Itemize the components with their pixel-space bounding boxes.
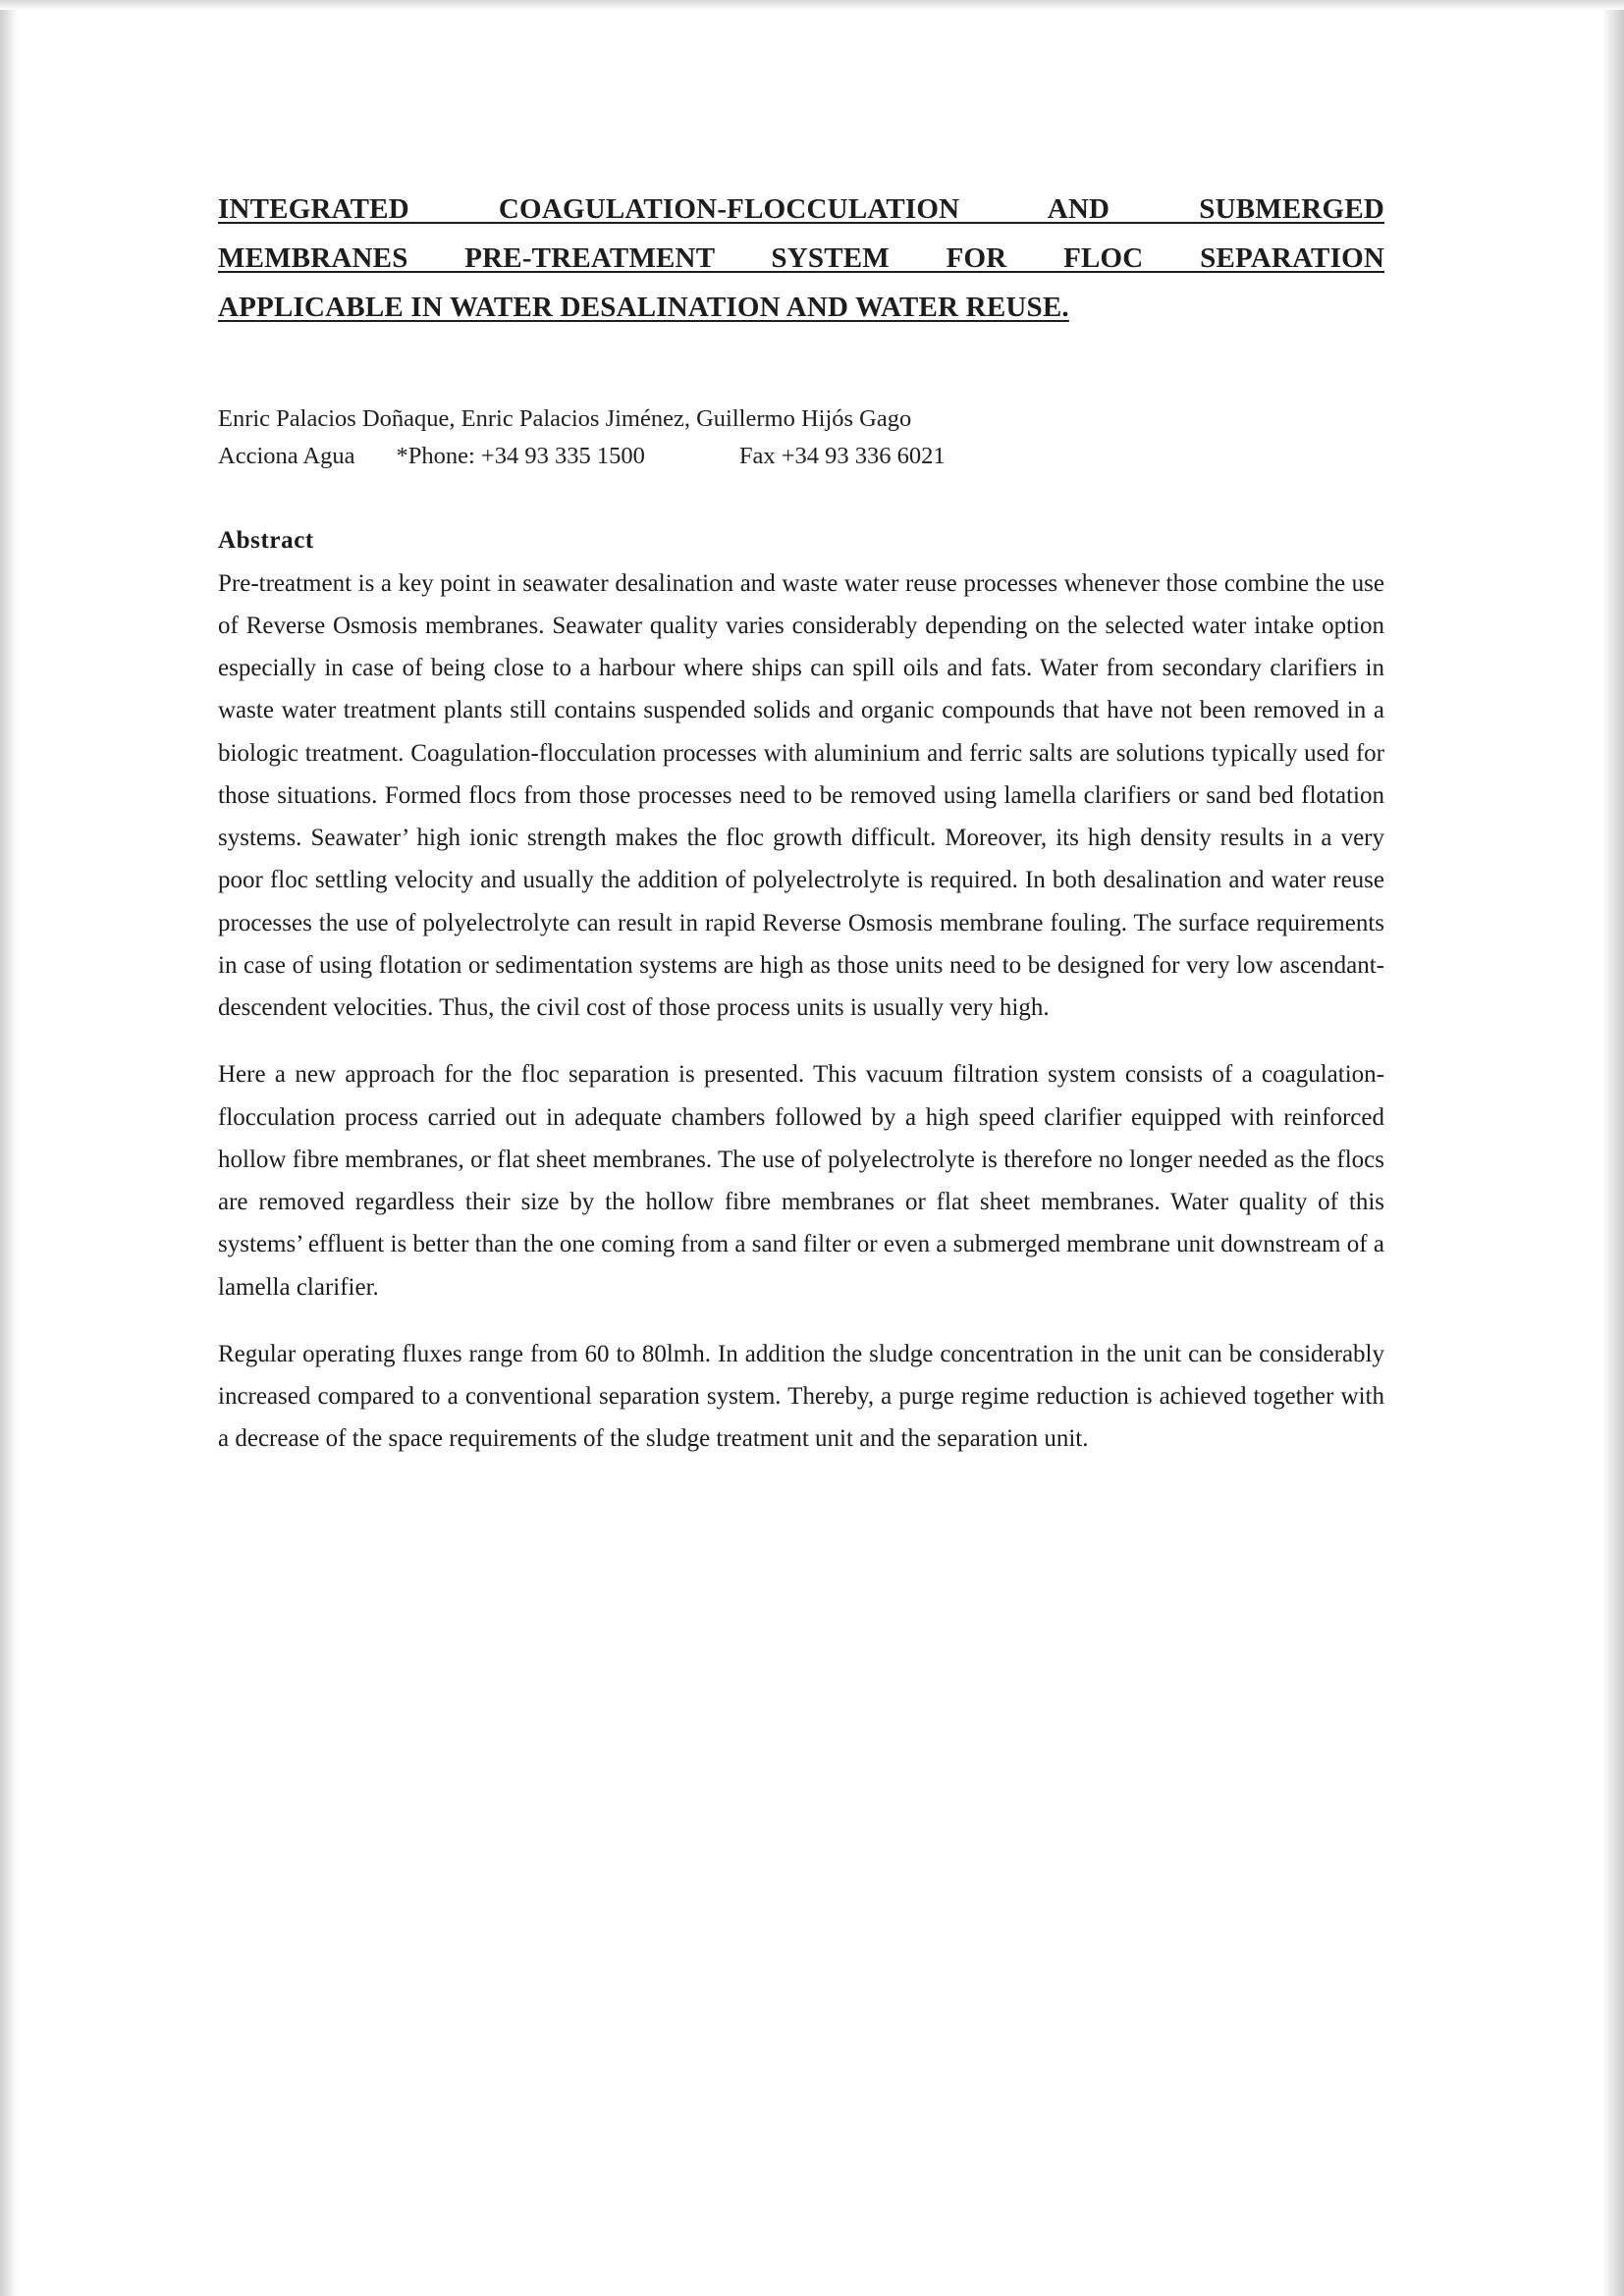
title-line-1: INTEGRATED COAGULATION-FLOCCULATION AND SUBMERGED bbox=[218, 193, 1384, 226]
abstract-paragraph-3: Regular operating fluxes range from 60 to 80lmh. In addition the sludge concentration in the unit can be considerably increased compared to a conventional separation system. Thereby, a purge regime reduction is achieved together with a decrease of the space requirements of the sludge treatment unit and the separation unit. bbox=[218, 1340, 1384, 1453]
author-list: Enric Palacios Doñaque, Enric Palacios Jiménez, Guillermo Hijós Gago bbox=[218, 405, 912, 433]
page-title bbox=[218, 186, 1384, 333]
affiliation-phone: *Phone: +34 93 335 1500 bbox=[396, 442, 645, 469]
title-line-3: APPLICABLE IN WATER DESALINATION AND WATER REUSE. bbox=[218, 292, 1069, 324]
affiliation-organization: Acciona Agua bbox=[218, 442, 355, 469]
title-line-2: MEMBRANES PRE-TREATMENT SYSTEM FOR FLOC SEPARATION bbox=[218, 242, 1384, 275]
affiliation-fax: Fax +34 93 336 6021 bbox=[738, 442, 946, 469]
abstract-heading: Abstract bbox=[218, 526, 314, 554]
scan-edge-left bbox=[0, 0, 18, 2296]
affiliation-row bbox=[218, 443, 1384, 470]
abstract-paragraph-2: Here a new approach for the floc separation is presented. This vacuum filtration system consists of a coagulation-flocculation process carried out in adequate chambers followed by a high speed clarifier equipped with reinforced hollow fibre membranes, or flat sheet membranes. The use of polyelectrolyte is therefore no longer needed as the flocs are removed regardless their size by the hollow fibre membranes or flat sheet membranes. Water quality of this systems’ effluent is better than the one coming from a sand filter or even a submerged membrane unit downstream of a lamella clarifier. bbox=[218, 1061, 1384, 1301]
page-content bbox=[218, 167, 1384, 1485]
abstract-paragraph-1: Pre-treatment is a key point in seawater desalination and waste water reuse processes whenever those combine the use of Reverse Osmosis membranes. Seawater quality varies considerably depending on the selected water intake option especially in case of being close to a harbour where ships can spill oils and fats. Water from secondary clarifiers in waste water treatment plants still contains suspended solids and organic compounds that have not been removed in a biologic treatment. Coagulation-flocculation processes with aluminium and ferric salts are solutions typically used for those situations. Formed flocs from those processes need to be removed using lamella clarifiers or sand bed flotation systems. Seawater’ high ionic strength makes the floc growth difficult. Moreover, its high density results in a very poor floc settling velocity and usually the addition of polyelectrolyte is required. In both desalination and water reuse processes the use of polyelectrolyte can result in rapid Reverse Osmosis membrane fouling. The surface requirements in case of using flotation or sedimentation systems are high as those units need to be designed for very low ascendant-descendent velocities. Thus, the civil cost of those process units is usually very high. bbox=[218, 569, 1384, 1022]
scan-edge-top bbox=[0, 0, 1624, 10]
scan-edge-right bbox=[1602, 0, 1624, 2296]
